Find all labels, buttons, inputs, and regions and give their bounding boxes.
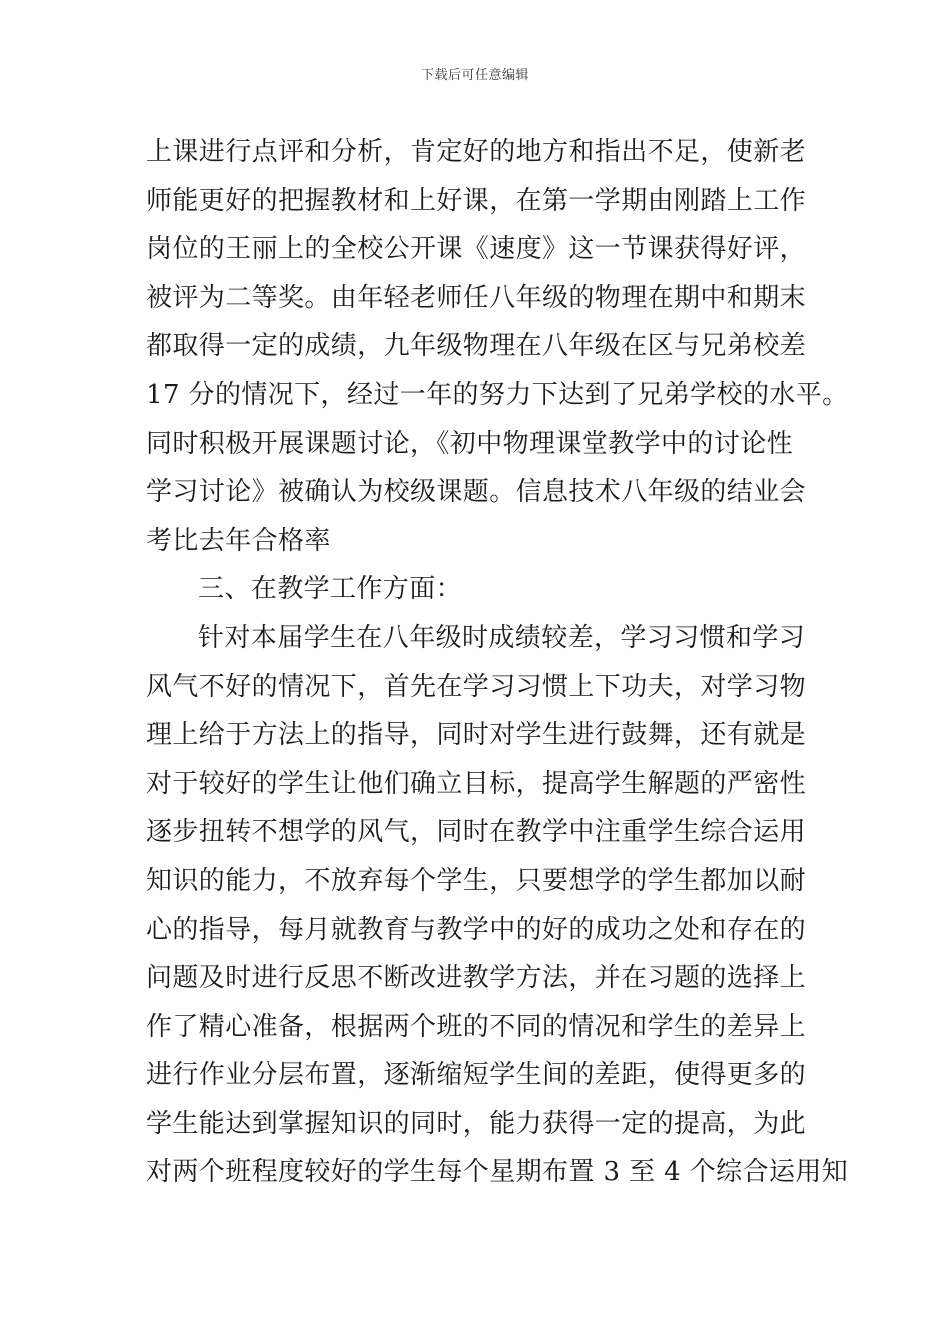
text-line: 对于较好的学生让他们确立目标，提高学生解题的严密性 <box>146 768 807 799</box>
text-line: 问题及时进行反思不断改进教学方法，并在习题的选择上 <box>146 963 807 994</box>
text-line: 进行作业分层布置，逐渐缩短学生间的差距，使得更多的 <box>146 1060 807 1091</box>
text-line: 师能更好的把握教材和上好课，在第一学期由刚踏上工作 <box>146 185 807 216</box>
document-body <box>146 128 849 1197</box>
text-line: 对两个班程度较好的学生每个星期布置 3 至 4 个综合运用知 <box>146 1157 849 1188</box>
text-line: 学生能达到掌握知识的同时，能力获得一定的提高，为此 <box>146 1108 807 1139</box>
text-line: 风气不好的情况下，首先在学习习惯上下功夫，对学习物 <box>146 671 807 702</box>
text-line: 逐步扭转不想学的风气，同时在教学中注重学生综合运用 <box>146 817 807 848</box>
section-heading: 三、在教学工作方面： <box>198 574 463 605</box>
text-line: 考比去年合格率 <box>146 525 331 556</box>
text-line: 岗位的王丽上的全校公开课《速度》这一节课获得好评， <box>146 234 807 265</box>
text-line: 理上给于方法上的指导，同时对学生进行鼓舞，还有就是 <box>146 720 807 751</box>
text-line: 针对本届学生在八年级时成绩较差，学习习惯和学习 <box>198 622 806 653</box>
text-line: 被评为二等奖。由年轻老师任八年级的物理在期中和期末 <box>146 282 807 313</box>
text-line: 都取得一定的成绩，九年级物理在八年级在区与兄弟校差 <box>146 331 807 362</box>
text-line: 作了精心准备，根据两个班的不同的情况和学生的差异上 <box>146 1011 807 1042</box>
text-line: 心的指导，每月就教育与教学中的好的成功之处和存在的 <box>146 914 807 945</box>
text-line: 学习讨论》被确认为校级课题。信息技术八年级的结业会 <box>146 477 807 508</box>
text-line: 同时积极开展课题讨论，《初中物理课堂教学中的讨论性 <box>146 428 794 459</box>
text-line: 知识的能力，不放弃每个学生，只要想学的学生都加以耐 <box>146 865 807 896</box>
text-line: 17 分的情况下，经过一年的努力下达到了兄弟学校的水平。 <box>146 379 849 410</box>
text-line: 上课进行点评和分析，肯定好的地方和指出不足，使新老 <box>146 137 807 167</box>
page-header: 下载后可任意编辑 <box>420 68 529 83</box>
